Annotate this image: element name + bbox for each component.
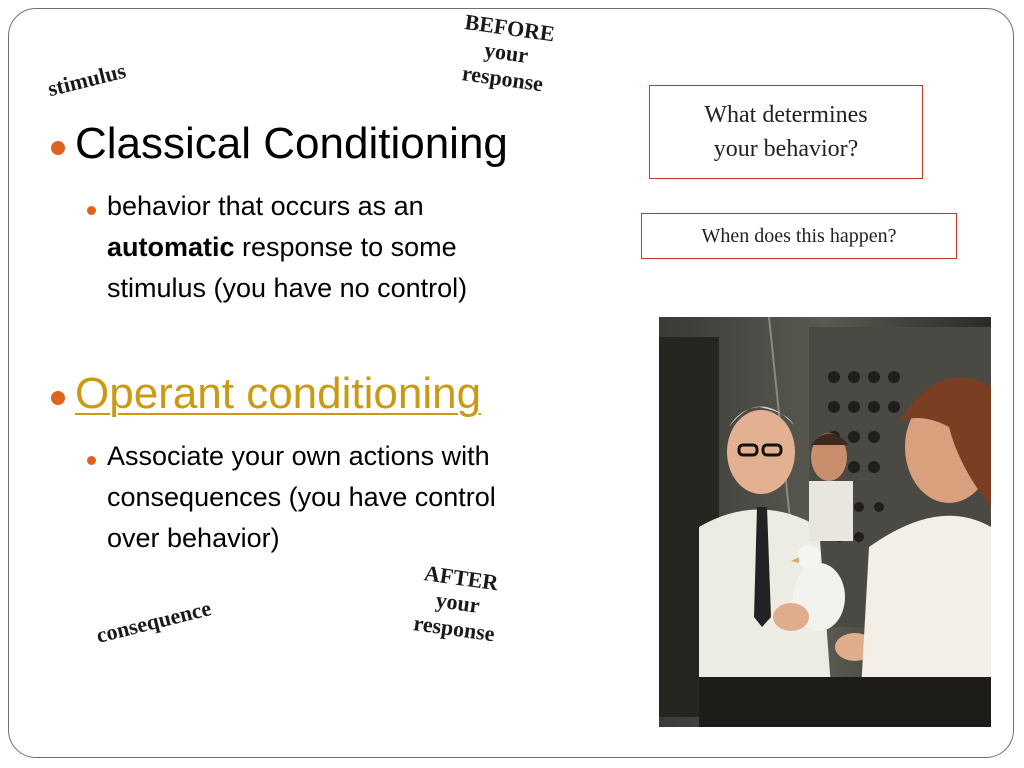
operant-line-3: over behavior): [107, 523, 280, 553]
after-word: AFTER: [422, 560, 500, 596]
before-response: response: [460, 59, 545, 96]
question-box-when: When does this happen?: [641, 213, 957, 259]
question-behavior-line-2: your behavior?: [713, 136, 859, 162]
photo-two-men-with-pigeon-icon: [659, 317, 991, 727]
automatic-word: automatic: [107, 232, 235, 262]
classical-title: Classical Conditioning: [75, 119, 508, 168]
classical-description: [107, 186, 467, 309]
classical-line-2: [107, 227, 467, 268]
classical-line-2-rest: response to some: [234, 232, 457, 262]
operant-line-1: Associate your own actions with: [107, 441, 490, 471]
after-your: your: [434, 587, 482, 619]
classical-line-3: stimulus (you have no control): [107, 273, 468, 303]
before-word: BEFORE: [463, 9, 557, 47]
before-your: your: [482, 37, 530, 69]
slide: [8, 8, 1014, 758]
operant-line-2: consequences (you have control: [107, 482, 496, 512]
operant-title-link[interactable]: Operant conditioning: [75, 369, 482, 418]
before-response-label: [456, 9, 556, 97]
question-box-behavior: [649, 85, 923, 179]
after-response-label: [412, 560, 503, 646]
lab-photo: [659, 317, 991, 727]
stimulus-label: stimulus: [45, 57, 129, 102]
bullet-classical-desc: [87, 206, 96, 215]
classical-line-1: behavior that occurs as an: [107, 191, 424, 221]
consequence-label: consequence: [93, 595, 214, 648]
operant-description: [107, 436, 496, 559]
bullet-operant-desc: [87, 456, 96, 465]
after-response: response: [412, 609, 497, 646]
bullet-operant: [51, 391, 65, 405]
bullet-classical: [51, 141, 65, 155]
question-behavior-line-1: What determines: [704, 102, 868, 128]
